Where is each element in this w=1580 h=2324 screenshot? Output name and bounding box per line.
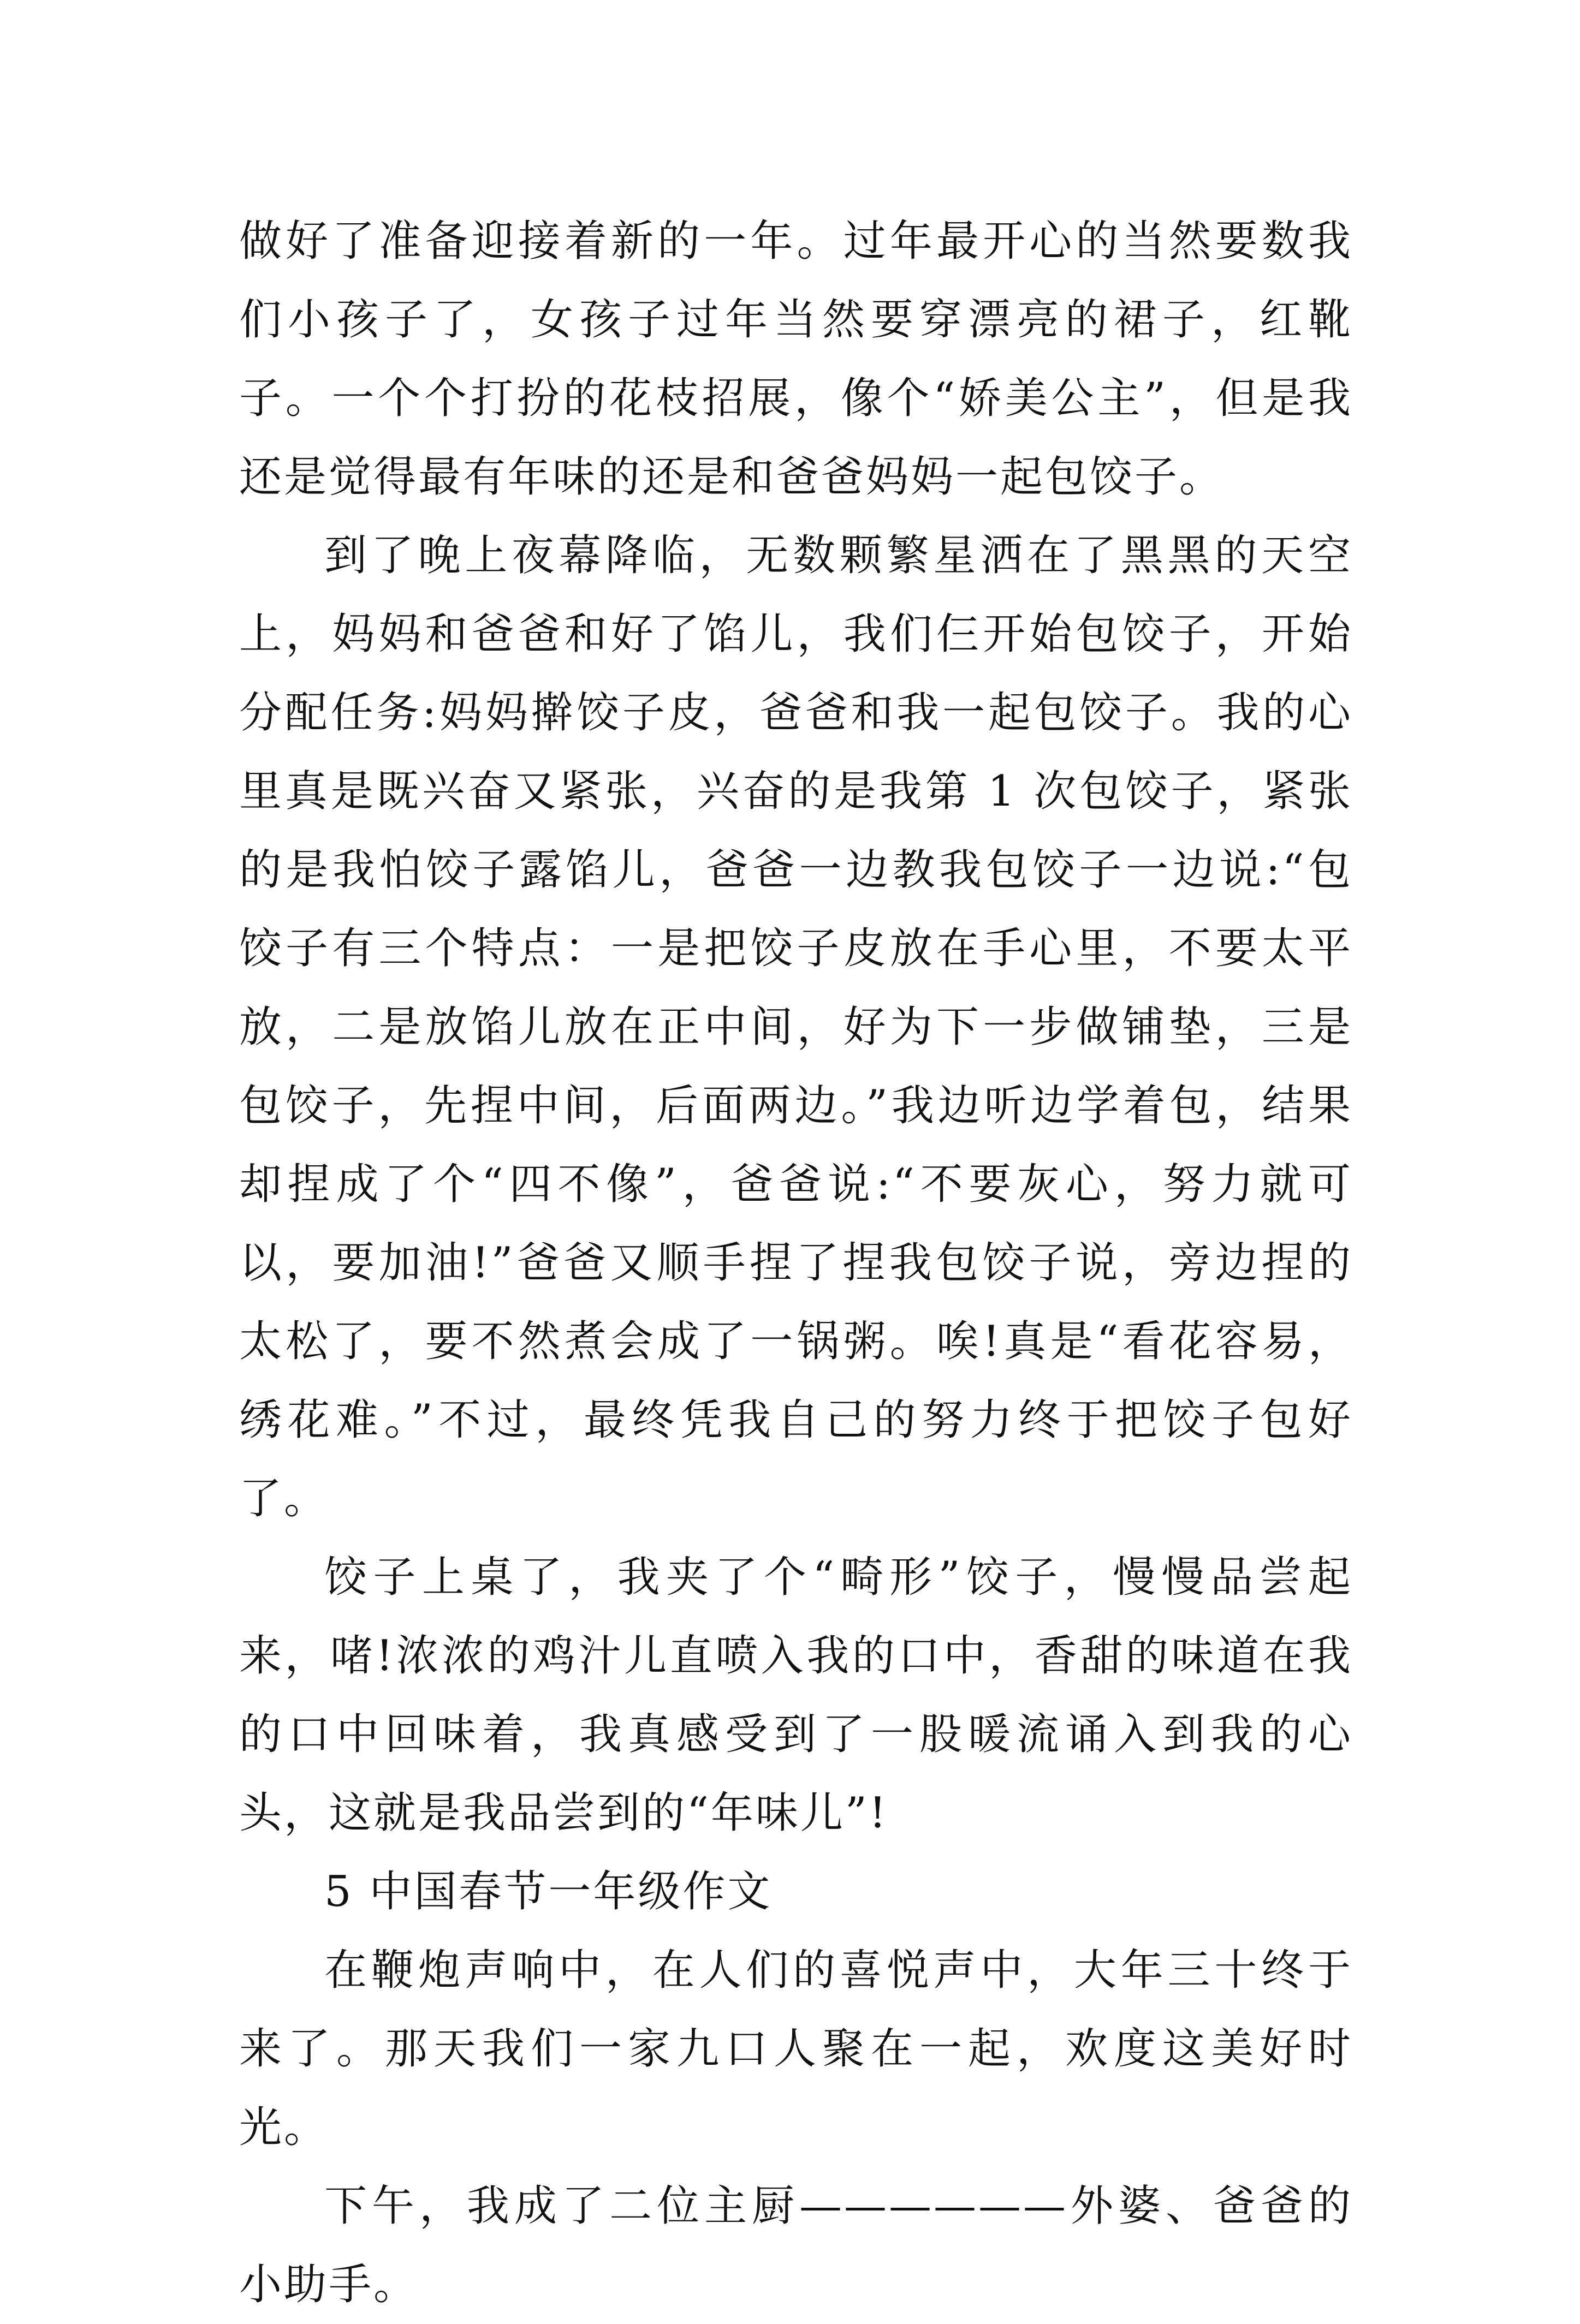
section-heading: 5 中国春节一年级作文 (324, 1867, 773, 1916)
paragraph-new-year-eve: 在鞭炮声响中，在人们的喜悦声中，大年三十终于来了。那天我们一家九口人聚在一起，欢度这美好时光。 (239, 1946, 1353, 2152)
paragraph-intro: 做好了准备迎接着新的一年。过年最开心的当然要数我们小孩子了，女孩子过年当然要穿漂亮的裙子，红靴子。一个个打扮的花枝招展，像个“娇美公主”，但是我还是觉得最有年味的还是和爸爸妈妈一起包饺子。 (239, 217, 1353, 502)
paragraph-afternoon: 下午，我成了二位主厨——————外婆、爸爸的小助手。 (239, 2182, 1353, 2309)
paragraph-tasting: 饺子上桌了，我夹了个“畸形”饺子，慢慢品尝起来，啫!浓浓的鸡汁儿直喷入我的口中，香甜的味道在我的口中回味着，我真感受到了一股暖流诵入到我的心头，这就是我品尝到的“年味儿”! (239, 1553, 1353, 1838)
paragraph-making-dumplings: 到了晚上夜幕降临，无数颗繁星洒在了黑黑的天空上，妈妈和爸爸和好了馅儿，我们仨开始包饺子，开始分配任务:妈妈擀饺子皮，爸爸和我一起包饺子。我的心里真是既兴奋又紧张，兴奋的是我第 1 次包饺子，紧张的是我怕饺子露馅儿，爸爸一边教我包饺子一边说:“包饺子有三个特点：一是把饺子皮放在手心里，不要太平放，二是放馅儿放在正中间，好为下一步做铺垫，三是包饺子，先捏中间，后面两边。”我边听边学着包，结果却捏成了个“四不像”，爸爸说:“不要灰心，努力就可以，要加油!”爸爸又顺手捏了捏我包饺子说，旁边捏的太松了，要不然煮会成了一锅粥。唉!真是“看花容易，绣花难。”不过，最终凭我自己的努力终于把饺子包好了。 (239, 531, 1353, 1523)
document-body (239, 202, 1353, 2324)
